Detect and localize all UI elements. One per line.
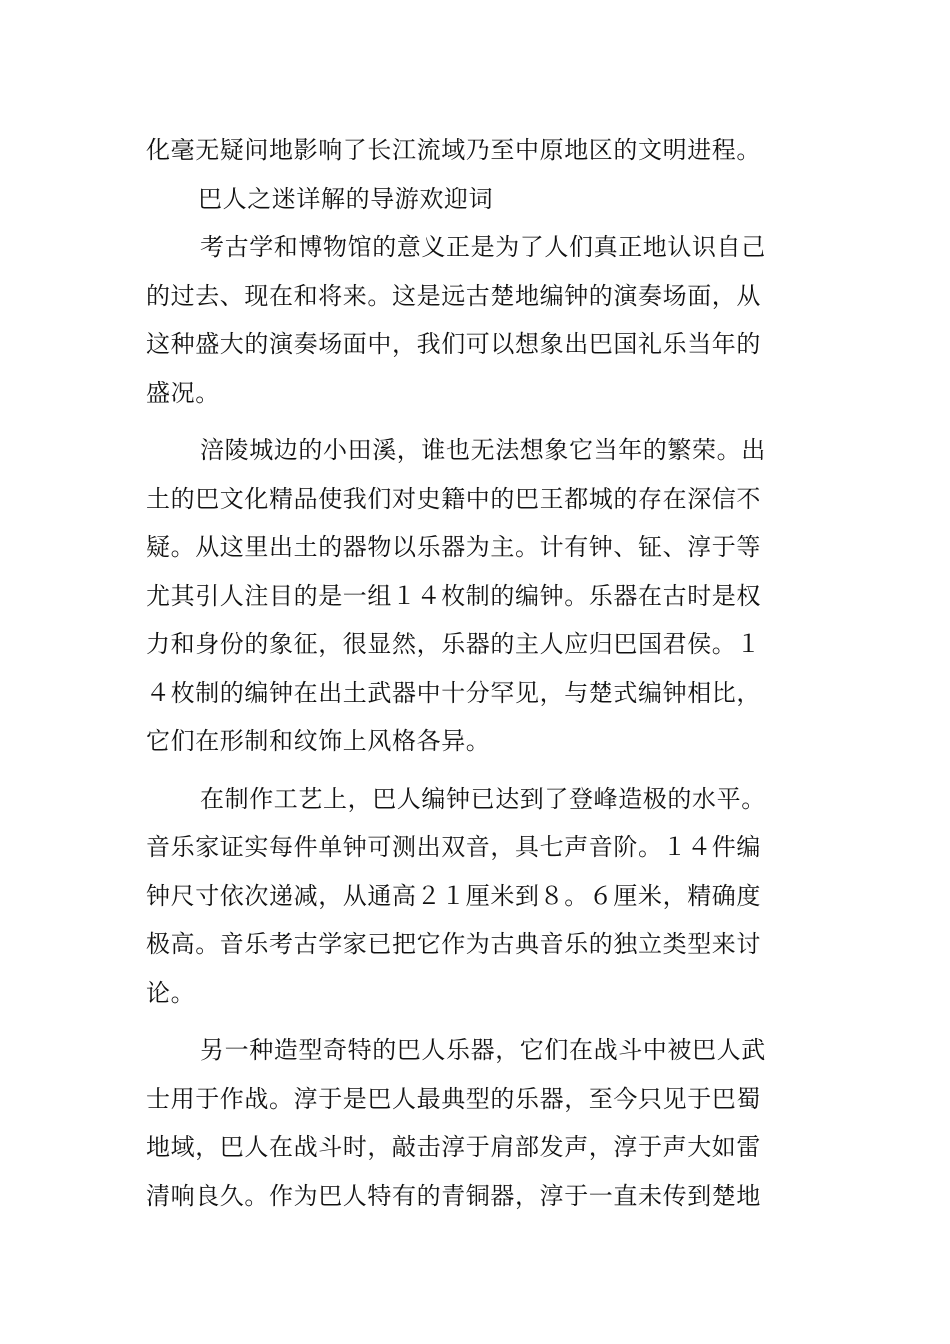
text-line: 士用于作战。淳于是巴人最典型的乐器，至今只见于巴蜀 [146,1084,761,1113]
text-line: 的过去、现在和将来。这是远古楚地编钟的演奏场面，从 [146,281,761,310]
text-line: 地域，巴人在战斗时，敲击淳于肩部发声，淳于声大如雷 [146,1133,761,1161]
text-line: 化毫无疑问地影响了长江流域乃至中原地区的文明进程。 [146,136,761,164]
paragraph [146,426,806,766]
text-line: 在制作工艺上，巴人编钟已达到了登峰造极的水平。 [200,784,766,813]
paragraph [146,1026,806,1220]
text-line: ４枚制的编钟在出土武器中十分罕见，与楚式编钟相比， [146,678,761,707]
text-line: 疑。从这里出土的器物以乐器为主。计有钟、钲、淳于等 [146,533,761,561]
text-line: 尤其引人注目的是一组１４枚制的编钟。乐器在古时是权 [146,581,761,610]
text-line: 力和身份的象征，很显然，乐器的主人应归巴国君侯。１ [146,630,761,658]
text-line: 它们在形制和纹饰上风格各异。 [146,727,491,755]
text-line: 极高。音乐考古学家已把它作为古典音乐的独立类型来讨 [146,930,761,958]
section-heading: 巴人之迷详解的导游欢迎词 [198,184,494,213]
text-line: 土的巴文化精品使我们对史籍中的巴王都城的存在深信不 [146,484,761,513]
document-body [146,126,806,1220]
text-line: 论。 [146,978,196,1007]
paragraph [146,223,806,417]
text-line: 涪陵城边的小田溪，谁也无法想象它当年的繁荣。出 [200,436,766,464]
text-line: 考古学和博物馆的意义正是为了人们真正地认识自己 [200,233,766,261]
text-line: 盛况。 [146,378,220,407]
paragraph [146,775,806,1018]
text-line: 钟尺寸依次递减，从通高２１厘米到８。６厘米，精确度 [146,881,761,910]
text-line: 清响良久。作为巴人特有的青铜器，淳于一直未传到楚地 [146,1181,761,1210]
text-line: 另一种造型奇特的巴人乐器，它们在战斗中被巴人武 [200,1036,766,1064]
text-line: 音乐家证实每件单钟可测出双音，具七声音阶。１４件编 [146,833,761,861]
text-line: 这种盛大的演奏场面中，我们可以想象出巴国礼乐当年的 [146,330,761,358]
